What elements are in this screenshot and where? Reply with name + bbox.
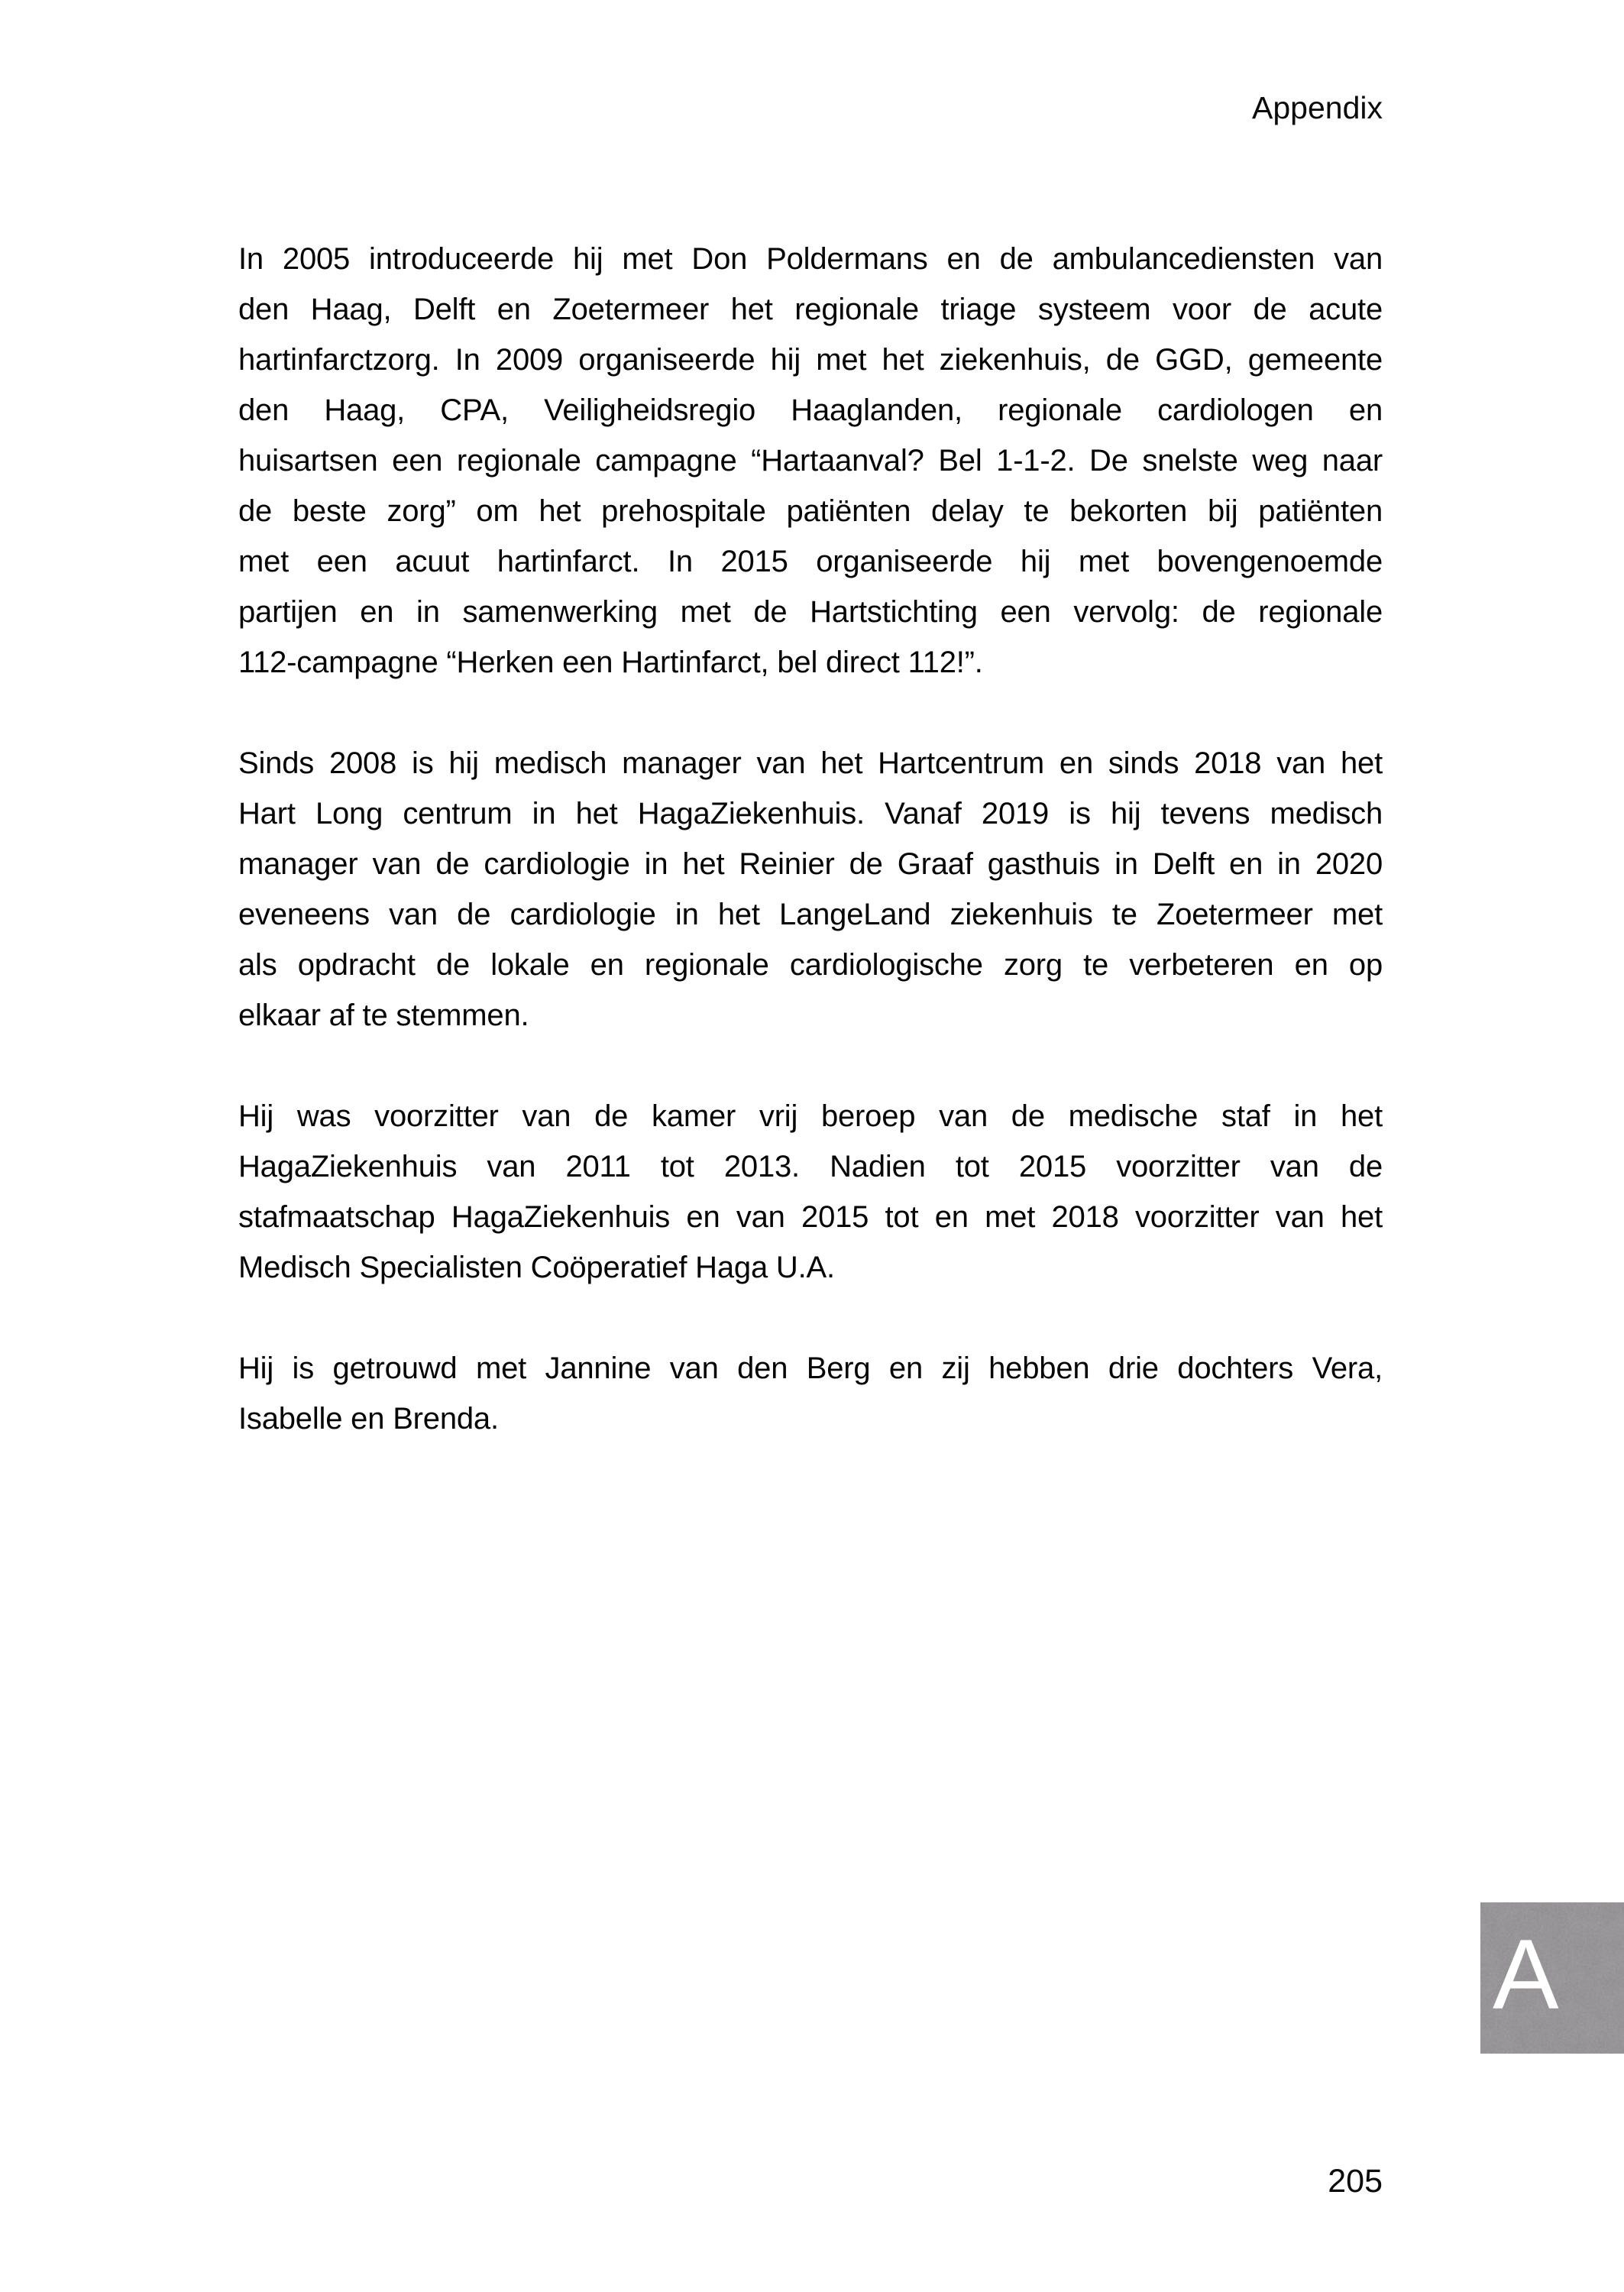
text-line: stafmaatschap HagaZiekenhuis en van 2015 tot en met 2018 voorzitter van het [238,1200,1383,1234]
text-line: eveneens van de cardiologie in het LangeLand ziekenhuis te Zoetermeer met [238,898,1383,931]
text-line: hartinfarctzorg. In 2009 organiseerde hij met het ziekenhuis, de GGD, gemeente [238,343,1383,377]
text-line: den Haag, Delft en Zoetermeer het regionale triage systeem voor de acute [238,293,1383,326]
page-number: 205 [1328,2163,1383,2200]
text-line: HagaZiekenhuis van 2011 tot 2013. Nadien tot 2015 voorzitter van de [238,1150,1383,1183]
text-line: Medisch Specialisten Coöperatief Haga U.A. [238,1251,835,1284]
text-line: huisartsen een regionale campagne “Hartaanval? Bel 1-1-2. De snelste weg naar [238,444,1383,478]
text-line: In 2005 introduceerde hij met Don Poldermans en de ambulancediensten van [238,242,1383,276]
text-line: manager van de cardiologie in het Reinier de Graaf gasthuis in Delft en in 2020 [238,847,1383,881]
text-line: met een acuut hartinfarct. In 2015 organiseerde hij met bovengenoemde [238,545,1383,578]
body-text [238,234,1383,1444]
text-line: Hij was voorzitter van de kamer vrij beroep van de medische staf in het [238,1099,1383,1133]
paragraph [238,738,1383,1041]
text-line: Isabelle en Brenda. [238,1402,499,1436]
text-line: den Haag, CPA, Veiligheidsregio Haaglanden, regionale cardiologen en [238,393,1383,427]
paragraph [238,234,1383,688]
text-line: Hij is getrouwd met Jannine van den Berg en zij hebben drie dochters Vera, [238,1352,1383,1385]
text-line: 112-campagne “Herken een Hartinfarct, bel direct 112!”. [238,646,983,679]
appendix-tab-letter: A [1493,1918,1559,2030]
paragraph [238,1343,1383,1444]
text-line: Sinds 2008 is hij medisch manager van het Hartcentrum en sinds 2018 van het [238,746,1383,780]
text-line: elkaar af te stemmen. [238,999,529,1032]
text-line: partijen en in samenwerking met de Hartstichting een vervolg: de regionale [238,595,1383,629]
text-line: als opdracht de lokale en regionale cardiologische zorg te verbeteren en op [238,948,1383,982]
text-line: de beste zorg” om het prehospitale patiënten delay te bekorten bij patiënten [238,494,1383,528]
paragraphs [238,234,1383,1444]
paragraph [238,1091,1383,1293]
running-head: Appendix [1252,90,1383,125]
appendix-section-tab [1480,1902,1624,2054]
text-line: Hart Long centrum in het HagaZiekenhuis. Vanaf 2019 is hij tevens medisch [238,797,1383,830]
